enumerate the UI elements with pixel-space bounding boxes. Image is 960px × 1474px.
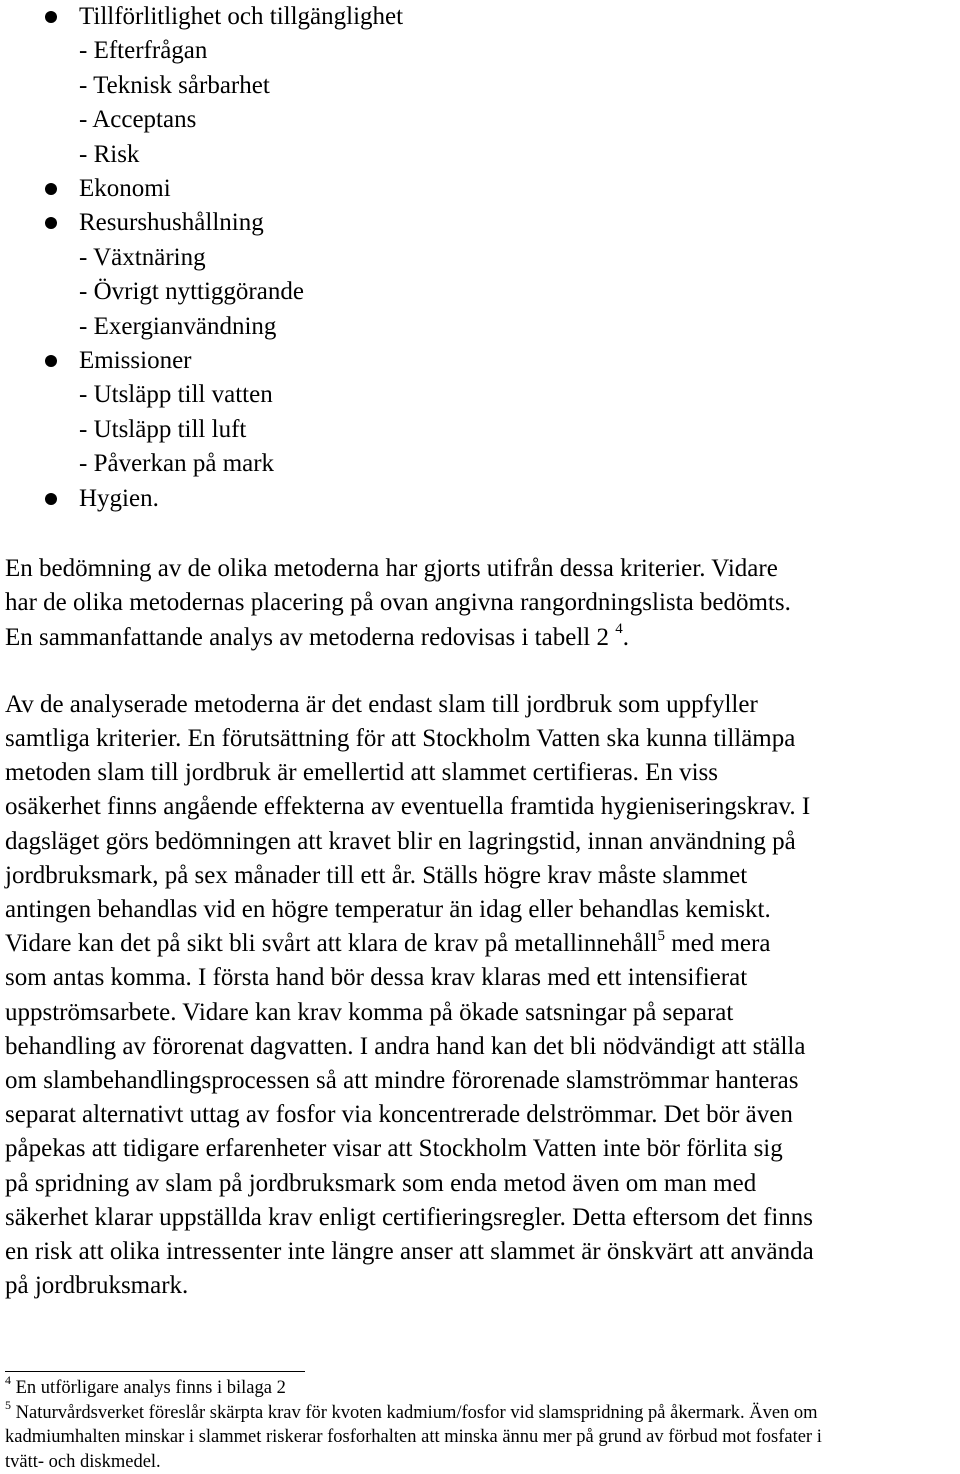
criteria-subitem: - Exergianvändning	[79, 312, 277, 340]
criteria-subitem: - Teknisk sårbarhet	[79, 71, 270, 99]
bullet-icon	[45, 217, 57, 229]
criteria-label: Tillförlitlighet och tillgänglighet	[79, 3, 404, 30]
criteria-label: Resurshushållning	[79, 209, 264, 237]
footnote-text: kadmiumhalten minskar i slammet riskerar fosforhalten att minska ännu mer på grund av förbud mot fosfater i	[5, 1427, 822, 1448]
assessment-paragraph	[5, 552, 955, 655]
criteria-subitem: - Risk	[79, 140, 140, 168]
footnote-5	[5, 1397, 955, 1474]
footnote-text: Naturvårdsverket föreslår skärpta krav för kvoten kadmium/fosfor vid slamspridning på åkermark. Även om	[15, 1402, 818, 1423]
footnote-number: 5	[5, 1397, 11, 1412]
text-line: en risk att olika intressenter inte längre anser att slammet är önskvärt att använda	[5, 1237, 814, 1265]
text-line: samtliga kriterier. En förutsättning för att Stockholm Vatten ska kunna tillämpa	[5, 724, 796, 752]
bullet-icon	[45, 183, 57, 195]
text-line: på spridning av slam på jordbruksmark som enda metod även om man med	[5, 1169, 757, 1197]
text-line: som antas komma. I första hand bör dessa krav klaras med ett intensifierat	[5, 964, 748, 992]
text-line: uppströmsarbete. Vidare kan krav komma på ökade satsningar på separat	[5, 998, 734, 1026]
criteria-subitem: - Acceptans	[79, 106, 197, 134]
footnote-ref-5: 5	[657, 927, 665, 944]
criteria-label: Hygien.	[79, 484, 159, 512]
criteria-subitem: - Övrigt nyttiggörande	[79, 278, 304, 306]
bullet-icon	[45, 355, 57, 367]
criteria-item	[5, 344, 955, 482]
criteria-subitem: - Efterfrågan	[79, 37, 208, 65]
text-line: jordbruksmark, på sex månader till ett år. Ställs högre krav måste slammet	[5, 861, 748, 889]
criteria-item	[5, 0, 955, 172]
text-line: En sammanfattande analys av metoderna redovisas i tabell 2	[5, 623, 609, 651]
text-punctuation: .	[622, 623, 629, 651]
criteria-label: Ekonomi	[79, 175, 171, 203]
criteria-subitem: - Påverkan på mark	[79, 450, 275, 478]
footnote-text: En utförligare analys finns i bilaga 2	[15, 1378, 286, 1399]
text-line: behandling av förorenat dagvatten. I andra hand kan det bli nödvändigt att ställa	[5, 1032, 806, 1060]
criteria-item	[5, 482, 955, 516]
footnote-ref-4: 4	[615, 621, 623, 638]
criteria-item	[5, 172, 955, 206]
footnote-4	[5, 1373, 955, 1401]
text-line: på jordbruksmark.	[5, 1272, 189, 1300]
text-line: dagsläget görs bedömningen att kravet blir en lagringstid, innan användning på	[5, 827, 796, 855]
text-line: Av de analyserade metoderna är det endast slam till jordbruk som uppfyller	[5, 690, 758, 718]
criteria-label: Emissioner	[79, 347, 192, 375]
bullet-icon	[45, 493, 57, 505]
criteria-item	[5, 206, 955, 344]
criteria-subitem: - Utsläpp till vatten	[79, 381, 273, 409]
text-line: säkerhet klarar uppställda krav enligt certifieringsregler. Detta eftersom det finns	[5, 1203, 814, 1231]
footnote-text: tvätt- och diskmedel.	[5, 1451, 161, 1472]
analysis-paragraph	[5, 688, 955, 1304]
footnote-number: 4	[5, 1373, 11, 1388]
text-line: metoden slam till jordbruk är emellertid att slammet certifieras. En viss	[5, 759, 718, 787]
document-page	[5, 0, 955, 1474]
criteria-list	[5, 0, 955, 516]
text-line: Vidare kan det på sikt bli svårt att klara de krav på metallinnehåll	[5, 930, 658, 958]
criteria-subitem: - Utsläpp till luft	[79, 415, 247, 443]
text-line: påpekas att tidigare erfarenheter visar att Stockholm Vatten inte bör förlita sig	[5, 1135, 783, 1163]
text-line: antingen behandlas vid en högre temperatur än idag eller behandlas kemiskt.	[5, 895, 771, 923]
text-line: om slambehandlingsprocessen så att mindre förorenade slamströmmar hanteras	[5, 1066, 799, 1094]
text-line: med mera	[664, 930, 771, 958]
footnote-divider	[5, 1371, 305, 1372]
bullet-icon	[45, 11, 57, 23]
text-line: separat alternativt uttag av fosfor via koncentrerade delströmmar. Det bör även	[5, 1101, 793, 1129]
text-line: En bedömning av de olika metoderna har gjorts utifrån dessa kriterier. Vidare	[5, 555, 778, 583]
criteria-subitem: - Växtnäring	[79, 243, 206, 271]
text-line: osäkerhet finns angående effekterna av eventuella framtida hygieniseringskrav. I	[5, 793, 811, 821]
footnotes	[5, 1373, 955, 1474]
text-line: har de olika metodernas placering på ovan angivna rangordningslista bedömts.	[5, 589, 791, 617]
